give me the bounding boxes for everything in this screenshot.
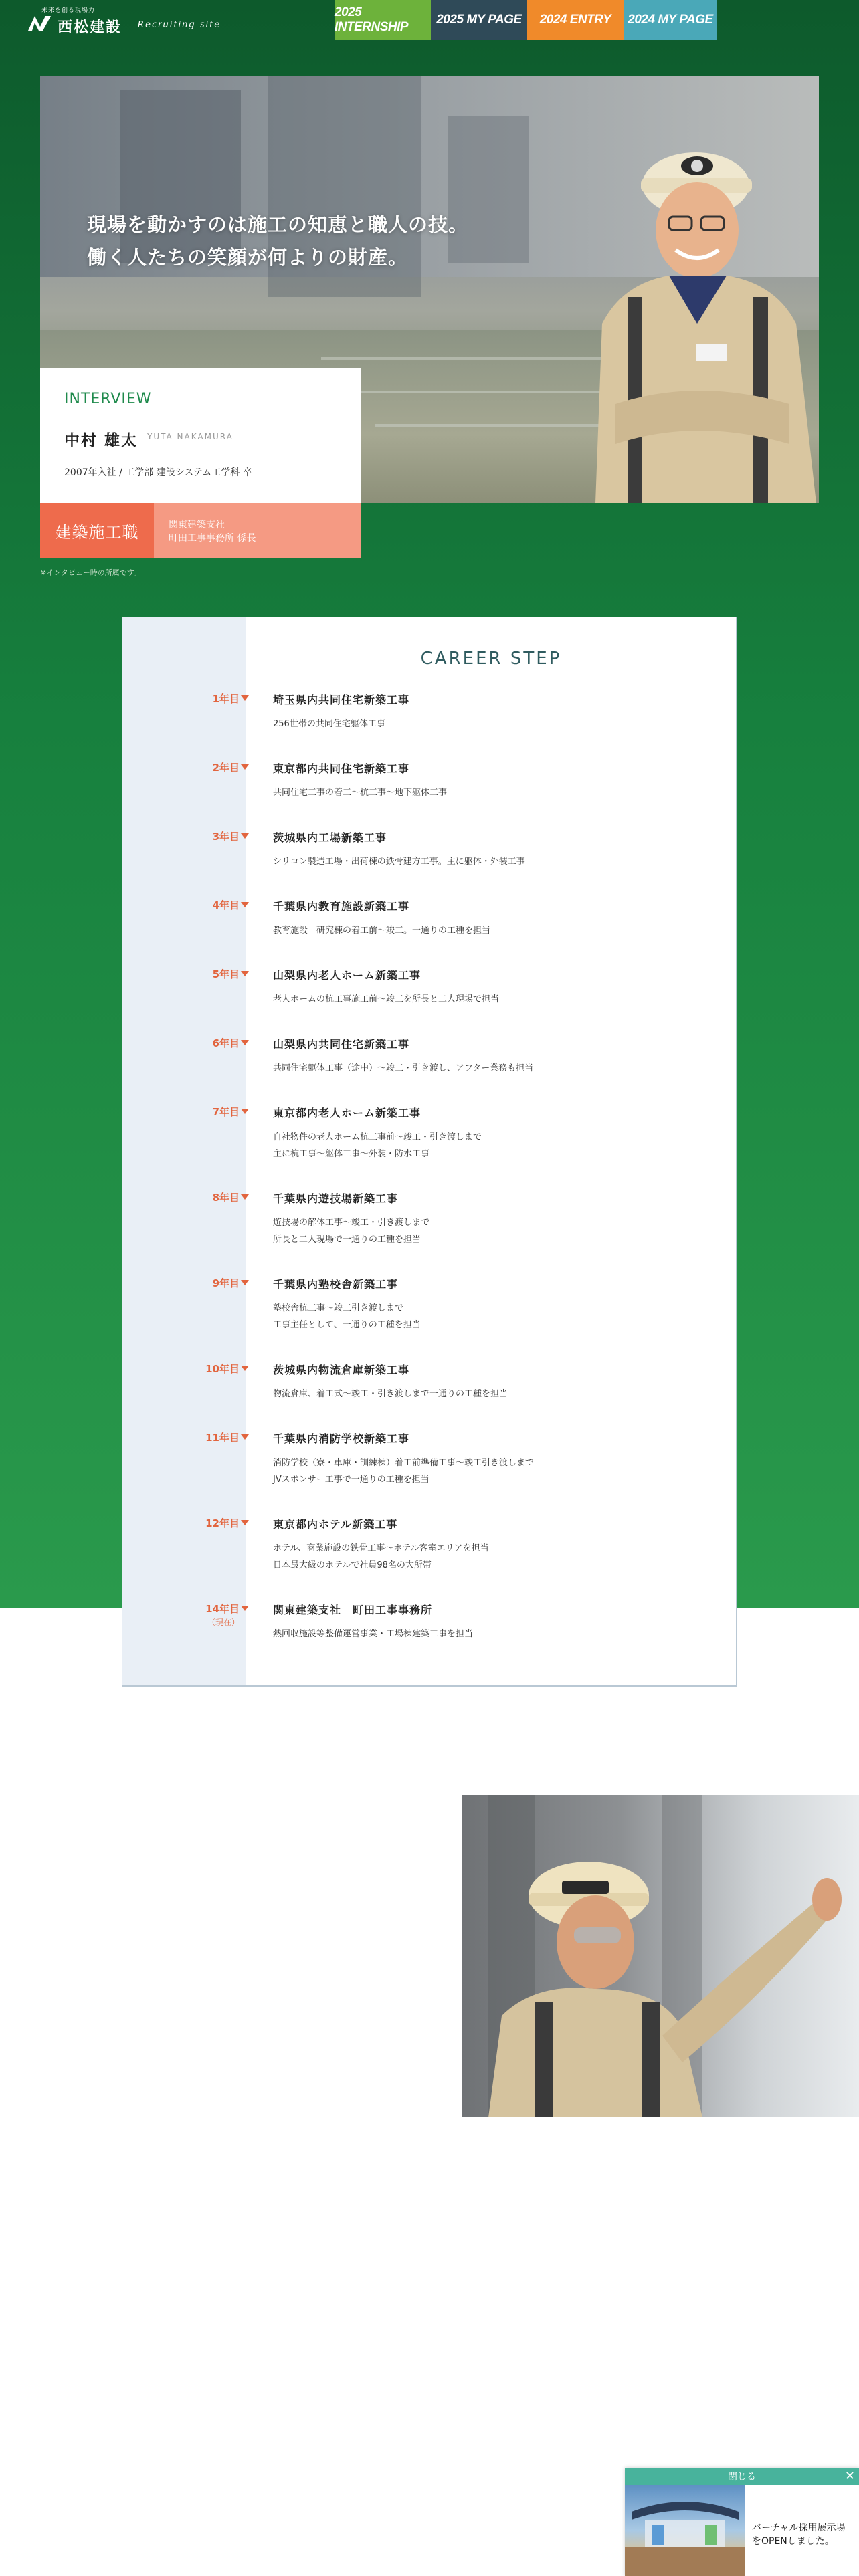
career-step-section <box>122 617 737 1687</box>
career-step-description-line: 物流倉庫、着工式～竣工・引き渡しまで一通りの工種を担当 <box>273 1389 508 1399</box>
career-step-description <box>273 716 385 732</box>
triangle-down-icon <box>241 1280 249 1285</box>
career-step-description-line: 日本最大級のホテルで社員98名の大所帯 <box>273 1560 432 1570</box>
job-category-badge: 建築施工職 <box>40 503 154 558</box>
career-step-description-line: 主に杭工事～躯体工事～外装・防水工事 <box>273 1149 430 1159</box>
career-step-year: 7年目 <box>212 1106 240 1118</box>
career-step-title: 千葉県内消防学校新築工事 <box>273 1432 410 1445</box>
career-step-year: 2年目 <box>212 762 240 774</box>
person-history: 2007年入社 / 工学部 建設システム工学科 卒 <box>64 467 252 478</box>
logo-tagline: 未来を創る現場力 <box>41 7 96 14</box>
triangle-down-icon <box>241 1040 249 1045</box>
triangle-down-icon <box>241 1194 249 1200</box>
triangle-down-icon <box>241 1434 249 1440</box>
triangle-down-icon <box>241 902 249 907</box>
nav-2025-internship[interactable]: 2025 INTERNSHIP <box>335 0 431 40</box>
affiliation-note: ※インタビュー時の所属です。 <box>40 568 141 577</box>
career-step-year: 12年目 <box>205 1517 240 1529</box>
triangle-down-icon <box>241 764 249 770</box>
triangle-down-icon <box>241 695 249 701</box>
popup-close-label[interactable]: 閉じる <box>728 2472 756 2482</box>
logo-mark-icon <box>27 13 52 32</box>
nav-2025-mypage[interactable]: 2025 MY PAGE <box>431 0 527 40</box>
career-step-year: 8年目 <box>212 1192 240 1204</box>
career-step-description-line: 熱回収施設等整備運営事業・工場棟建築工事を担当 <box>273 1629 474 1639</box>
career-step-description-line: ホテル、商業施設の鉄骨工事～ホテル客室エリアを担当 <box>273 1543 489 1553</box>
profile-card <box>40 368 361 503</box>
career-step-description-line: 256世帯の共同住宅躯体工事 <box>273 719 385 729</box>
close-icon[interactable]: ✕ <box>844 2469 855 2483</box>
virtual-exhibition-popup[interactable] <box>625 2468 859 2576</box>
career-step-year: 11年目 <box>205 1432 240 1444</box>
career-step-title: 関東建築支社 町田工事事務所 <box>273 1604 433 1616</box>
career-step-description <box>273 784 447 801</box>
career-step-title: 千葉県内教育施設新築工事 <box>273 900 410 913</box>
career-step-title: 埼玉県内共同住宅新築工事 <box>273 693 410 706</box>
career-step-description <box>273 1626 473 1642</box>
career-step-title: 千葉県内塾校舎新築工事 <box>273 1278 399 1291</box>
career-step-year: 5年目 <box>212 968 240 980</box>
career-step-description-line: 遊技場の解体工事～竣工・引き渡しまで <box>273 1218 430 1228</box>
virtual-exhibition-image[interactable] <box>625 2485 745 2576</box>
career-step-year: 4年目 <box>212 899 240 911</box>
nav-2024-mypage[interactable]: 2024 MY PAGE <box>624 0 717 40</box>
career-step-year: 10年目 <box>205 1363 240 1375</box>
triangle-down-icon <box>241 1366 249 1371</box>
person-name-en: YUTA NAKAMURA <box>147 432 233 441</box>
career-step-title: 茨城県内物流倉庫新築工事 <box>273 1364 410 1376</box>
career-step-description-line: 工事主任として、一通りの工種を担当 <box>273 1320 421 1330</box>
position-line1: 関東建築支社 <box>169 520 225 530</box>
career-step-description-line: 共同住宅工事の着工～杭工事～地下躯体工事 <box>273 788 448 798</box>
career-step-title: 東京都内老人ホーム新築工事 <box>273 1107 421 1119</box>
position-badge <box>154 503 361 558</box>
worker-portrait-image <box>569 123 819 503</box>
career-step-title: 千葉県内遊技場新築工事 <box>273 1192 399 1205</box>
popup-header[interactable] <box>625 2468 859 2485</box>
career-step-description-line: JVスポンサー工事で一通りの工種を担当 <box>273 1475 430 1485</box>
worker-at-site-image <box>462 1795 859 2117</box>
popup-text: バーチャル採用展示場 をOPENしました。 <box>752 2523 846 2547</box>
career-step-title: 山梨県内老人ホーム新築工事 <box>273 969 421 982</box>
hero-copy: 現場を動かすのは施工の知恵と職人の技。 働く人たちの笑顔が何よりの財産。 <box>87 213 469 269</box>
position-line2: 町田工事事務所 係長 <box>169 533 256 544</box>
career-step-description <box>273 991 499 1008</box>
triangle-down-icon <box>241 1520 249 1525</box>
triangle-down-icon <box>241 833 249 839</box>
career-step-description-line: 共同住宅躯体工事（途中）～竣工・引き渡し、アフター業務も担当 <box>273 1063 534 1073</box>
career-step-description <box>273 1386 508 1402</box>
career-title: CAREER STEP <box>420 649 562 669</box>
person-name: 中村 雄太 <box>64 432 138 449</box>
logo-name: 西松建設 <box>58 19 122 36</box>
career-step-description <box>273 922 490 939</box>
triangle-down-icon <box>241 1109 249 1114</box>
career-step-year-note: （現在） <box>207 1618 240 1627</box>
career-step-description-line: シリコン製造工場・出荷棟の鉄骨建方工事。主に躯体・外装工事 <box>273 857 525 867</box>
site-header <box>0 0 859 40</box>
career-step-description-line: 老人ホームの杭工事施工前～竣工を所長と二人現場で担当 <box>273 994 500 1004</box>
career-step-title: 東京都内ホテル新築工事 <box>273 1518 398 1531</box>
career-step-description <box>273 1300 421 1333</box>
career-step-year: 3年目 <box>212 831 240 843</box>
career-step-description-line: 所長と二人現場で一通りの工種を担当 <box>273 1235 421 1245</box>
career-step-title: 茨城県内工場新築工事 <box>273 831 387 844</box>
career-step-year: 6年目 <box>212 1037 240 1049</box>
career-step-year: 14年目 <box>205 1603 240 1615</box>
career-step-title: 東京都内共同住宅新築工事 <box>273 762 410 775</box>
nav-2024-entry[interactable]: 2024 ENTRY <box>527 0 624 40</box>
career-step-description <box>273 1540 489 1574</box>
career-step-description-line: 自社物件の老人ホーム杭工事前～竣工・引き渡しまで <box>273 1132 482 1142</box>
career-step-year: 1年目 <box>212 693 240 705</box>
career-step-description <box>273 1214 430 1248</box>
career-step-description <box>273 1060 533 1077</box>
triangle-down-icon <box>241 971 249 976</box>
career-step-description-line: 教育施設 研究棟の着工前～竣工。一通りの工種を担当 <box>273 926 491 936</box>
career-step-title: 山梨県内共同住宅新築工事 <box>273 1038 410 1051</box>
interview-label: INTERVIEW <box>64 391 152 407</box>
career-step-description <box>273 1129 482 1162</box>
career-step-description <box>273 1455 534 1488</box>
logo-subtitle: Recruiting site <box>138 20 221 30</box>
career-step-description <box>273 853 525 870</box>
career-step-description-line: 塾校舎杭工事～竣工引き渡しまで <box>273 1303 404 1313</box>
triangle-down-icon <box>241 1606 249 1611</box>
career-step-year: 9年目 <box>212 1277 240 1289</box>
career-step-description-line: 消防学校（寮・車庫・訓練棟）着工前準備工事～竣工引き渡しまで <box>273 1458 535 1468</box>
